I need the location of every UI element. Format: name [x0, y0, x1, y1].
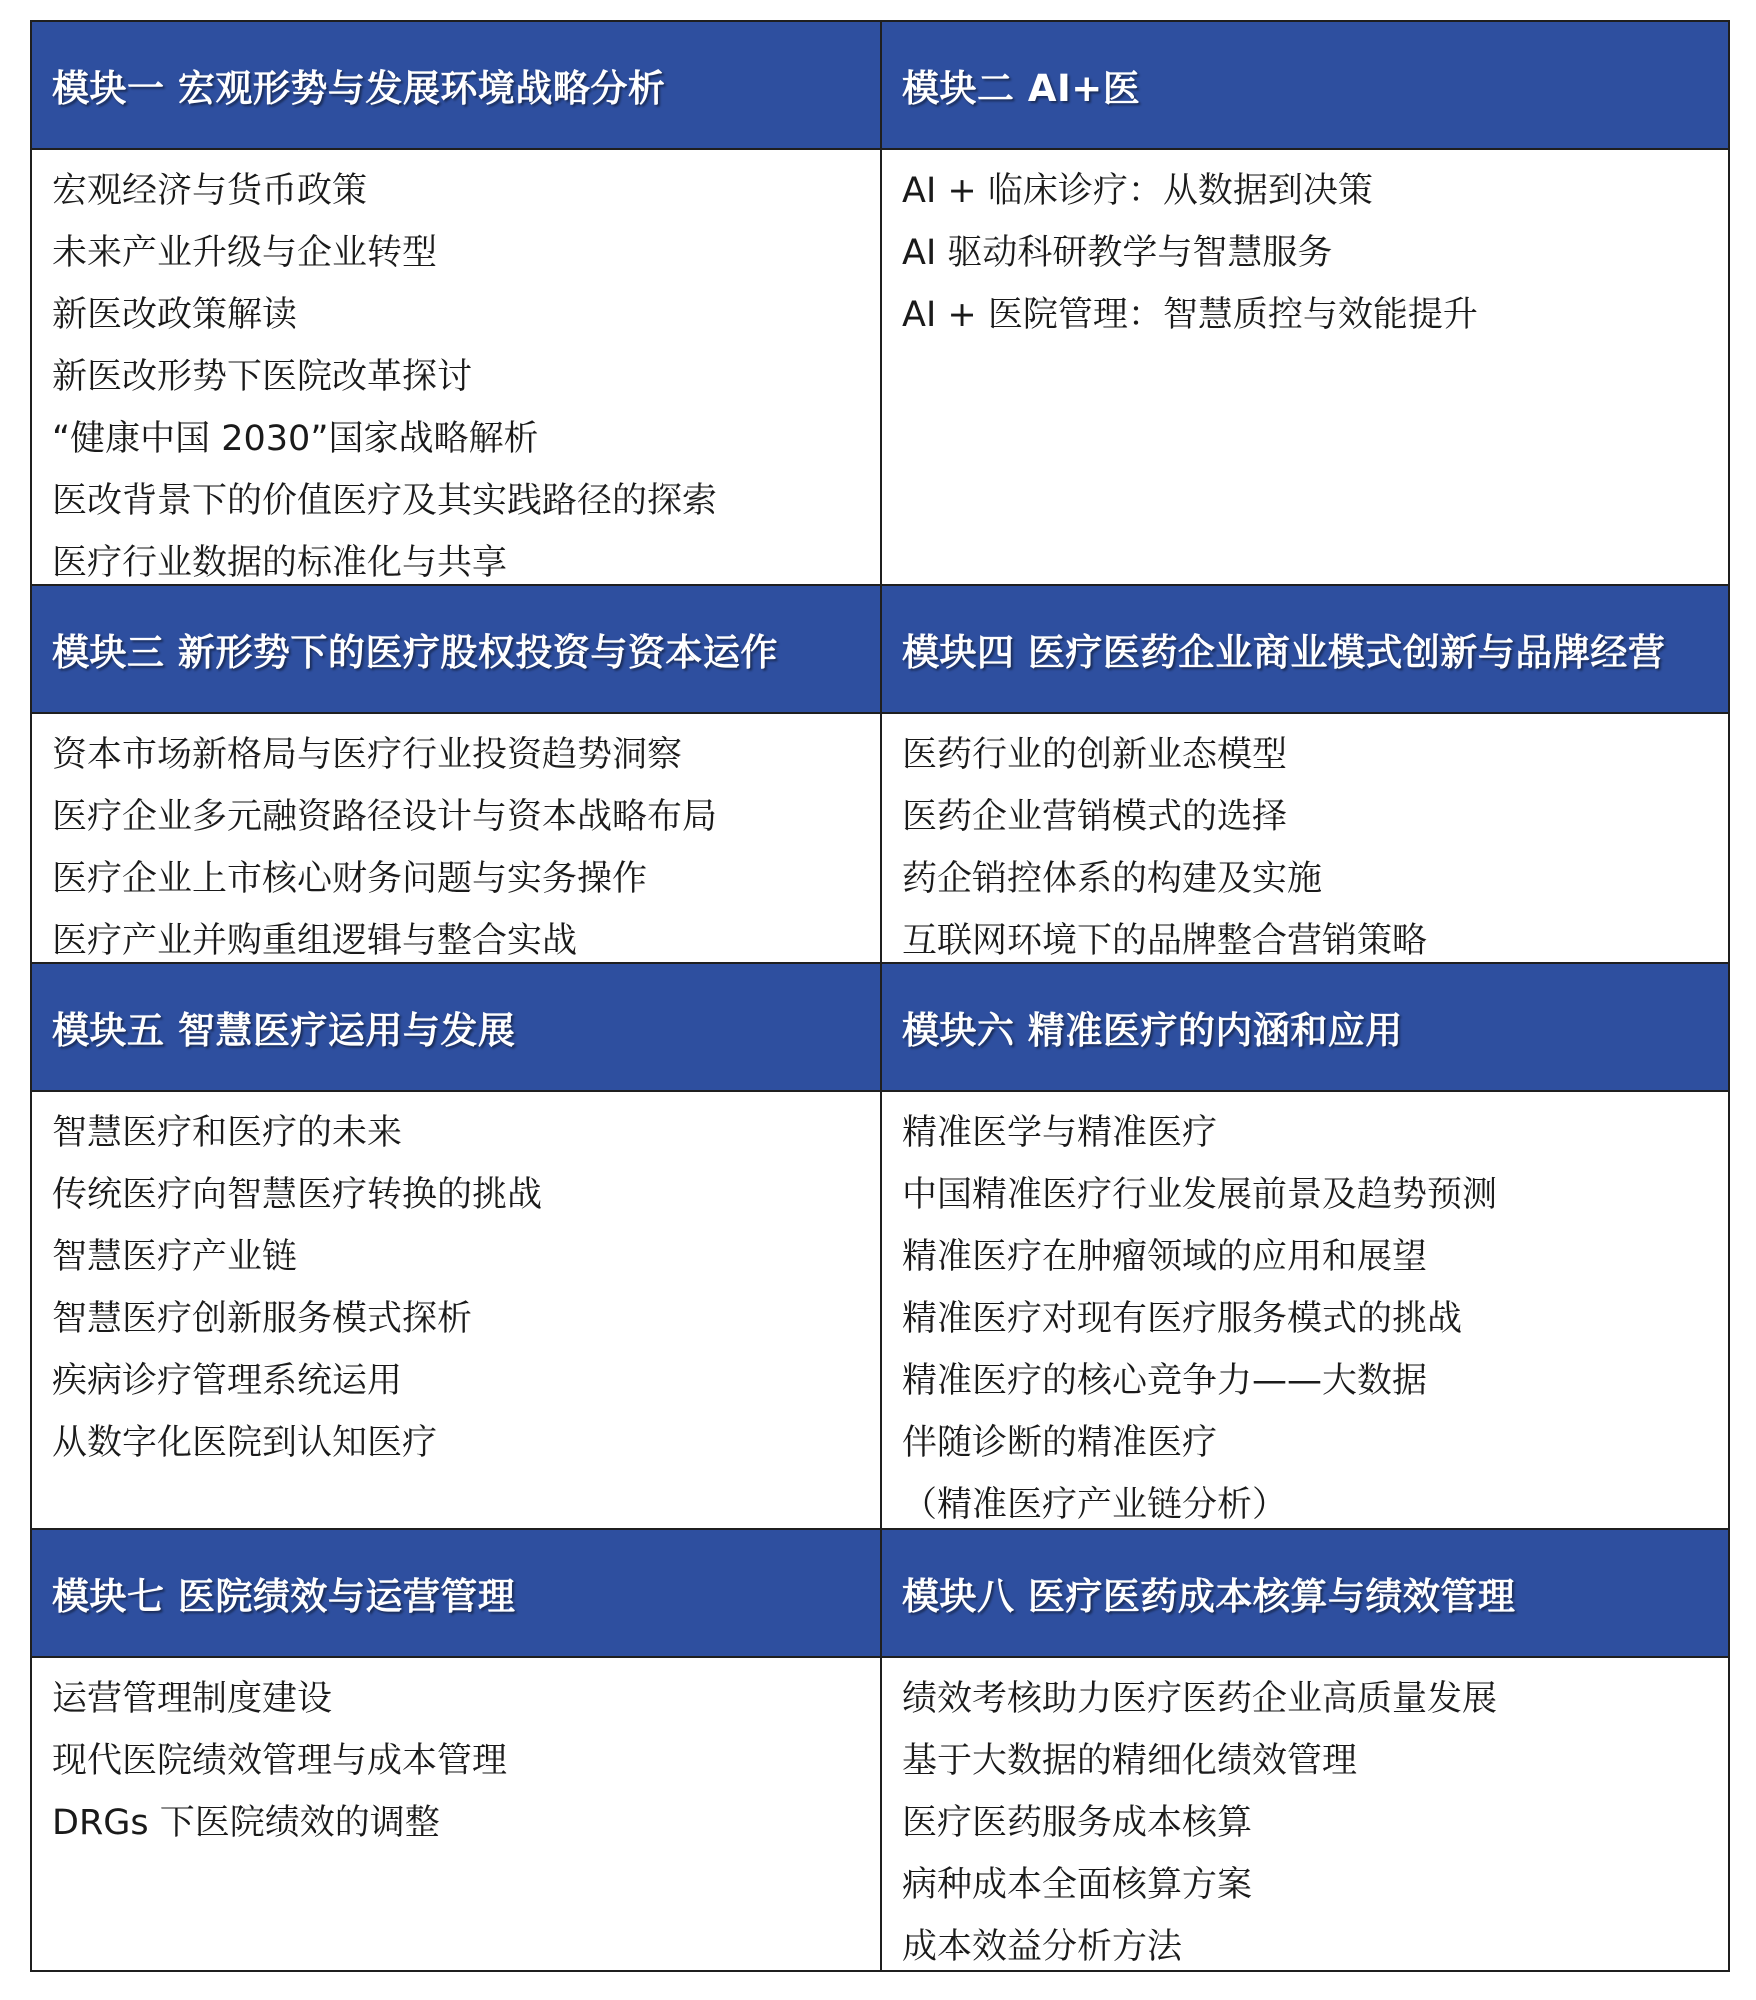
table-body-row — [32, 150, 1728, 586]
list-item: AI + 医院管理：智慧质控与效能提升 — [902, 295, 1478, 335]
module-3-title: 模块三 新形势下的医疗股权投资与资本运作 — [32, 586, 880, 712]
list-item: 绩效考核助力医疗医药企业高质量发展 — [902, 1679, 1498, 1719]
list-item: 智慧医疗创新服务模式探析 — [52, 1299, 473, 1339]
module-8-items — [880, 1658, 1728, 1970]
list-item: 医药企业营销模式的选择 — [902, 797, 1288, 837]
list-item: 传统医疗向智慧医疗转换的挑战 — [52, 1175, 543, 1215]
list-item: 新医改政策解读 — [52, 295, 298, 335]
list-item: 智慧医疗和医疗的未来 — [52, 1113, 403, 1153]
module-2-items — [880, 150, 1728, 584]
list-item: DRGs 下医院绩效的调整 — [52, 1803, 440, 1843]
module-5-items — [32, 1092, 880, 1528]
module-3-items — [32, 714, 880, 962]
list-item: 宏观经济与货币政策 — [52, 171, 368, 211]
list-item: 精准医疗的核心竞争力——大数据 — [902, 1361, 1428, 1401]
module-1-items — [32, 150, 880, 584]
table-header-row — [32, 964, 1728, 1092]
list-item: 疾病诊疗管理系统运用 — [52, 1361, 403, 1401]
table-header-row — [32, 22, 1728, 150]
list-item: 中国精准医疗行业发展前景及趋势预测 — [902, 1175, 1498, 1215]
list-item: 精准医学与精准医疗 — [902, 1113, 1218, 1153]
list-item: 伴随诊断的精准医疗 — [902, 1423, 1218, 1463]
list-item: AI 驱动科研教学与智慧服务 — [902, 233, 1333, 273]
list-item: （精准医疗产业链分析） — [902, 1485, 1288, 1525]
table-body-row — [32, 714, 1728, 964]
list-item: “健康中国 2030”国家战略解析 — [52, 419, 539, 459]
list-item: 医疗企业上市核心财务问题与实务操作 — [52, 859, 648, 899]
module-7-title: 模块七 医院绩效与运营管理 — [32, 1530, 880, 1656]
list-item: 运营管理制度建设 — [52, 1679, 333, 1719]
module-7-items — [32, 1658, 880, 1970]
list-item: 精准医疗对现有医疗服务模式的挑战 — [902, 1299, 1463, 1339]
list-item: 医疗产业并购重组逻辑与整合实战 — [52, 921, 578, 961]
module-1-title: 模块一 宏观形势与发展环境战略分析 — [32, 22, 880, 148]
list-item: 病种成本全面核算方案 — [902, 1865, 1253, 1905]
module-8-title: 模块八 医疗医药成本核算与绩效管理 — [880, 1530, 1728, 1656]
module-6-title: 模块六 精准医疗的内涵和应用 — [880, 964, 1728, 1090]
module-5-title: 模块五 智慧医疗运用与发展 — [32, 964, 880, 1090]
list-item: 医改背景下的价值医疗及其实践路径的探索 — [52, 481, 718, 521]
list-item: 互联网环境下的品牌整合营销策略 — [902, 921, 1428, 961]
module-6-items — [880, 1092, 1728, 1528]
list-item: 精准医疗在肿瘤领域的应用和展望 — [902, 1237, 1428, 1277]
list-item: 医疗行业数据的标准化与共享 — [52, 543, 508, 583]
list-item: 医疗医药服务成本核算 — [902, 1803, 1253, 1843]
table-header-row — [32, 1530, 1728, 1658]
list-item: 智慧医疗产业链 — [52, 1237, 298, 1277]
list-item: 成本效益分析方法 — [902, 1927, 1183, 1967]
list-item: 未来产业升级与企业转型 — [52, 233, 438, 273]
list-item: AI + 临床诊疗：从数据到决策 — [902, 171, 1373, 211]
list-item: 药企销控体系的构建及实施 — [902, 859, 1323, 899]
table-body-row — [32, 1658, 1728, 1970]
list-item: 医药行业的创新业态模型 — [902, 735, 1288, 775]
list-item: 从数字化医院到认知医疗 — [52, 1423, 438, 1463]
list-item: 资本市场新格局与医疗行业投资趋势洞察 — [52, 735, 683, 775]
table-header-row — [32, 586, 1728, 714]
table-body-row — [32, 1092, 1728, 1530]
list-item: 医疗企业多元融资路径设计与资本战略布局 — [52, 797, 718, 837]
list-item: 基于大数据的精细化绩效管理 — [902, 1741, 1358, 1781]
module-4-items — [880, 714, 1728, 962]
module-4-title: 模块四 医疗医药企业商业模式创新与品牌经营 — [880, 586, 1728, 712]
module-table — [30, 20, 1730, 1972]
list-item: 新医改形势下医院改革探讨 — [52, 357, 473, 397]
list-item: 现代医院绩效管理与成本管理 — [52, 1741, 508, 1781]
module-2-title: 模块二 AI+医 — [880, 22, 1728, 148]
